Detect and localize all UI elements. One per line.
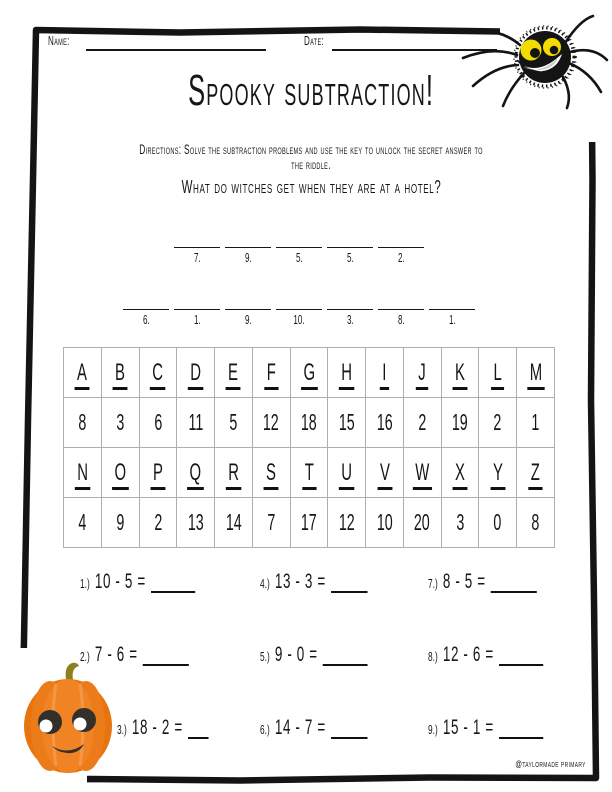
problem-expression: 12 - 6 =: [442, 643, 494, 666]
problem-item: [260, 643, 368, 708]
key-letter-cell: G: [290, 348, 328, 398]
key-value-cell: 10: [366, 498, 404, 548]
answer-blank-line[interactable]: [225, 237, 271, 248]
key-letter-cell: B: [101, 348, 139, 398]
problem-answer-line[interactable]: [188, 736, 208, 739]
answer-blank: [174, 237, 220, 265]
key-value-cell: 4: [64, 498, 102, 548]
answer-blank: [225, 237, 271, 265]
key-letter-cell: Z: [517, 448, 555, 498]
problem-number: 7.): [428, 576, 438, 591]
answer-blank-number: 6.: [142, 312, 150, 327]
problem-item: [428, 570, 543, 635]
answer-blank-line[interactable]: [429, 299, 475, 310]
name-label: Name:: [48, 33, 70, 48]
problems-grid: [80, 562, 608, 781]
problem-expression: 8 - 5 =: [442, 570, 486, 593]
key-letter-cell: F: [252, 348, 290, 398]
key-letter-row: [64, 348, 555, 398]
answer-blank-line[interactable]: [225, 299, 271, 310]
problem-expression: 13 - 3 =: [274, 570, 326, 593]
key-letter-cell: R: [215, 448, 253, 498]
key-letter-row: [64, 448, 555, 498]
key-value-cell: 9: [101, 498, 139, 548]
key-value-cell: 19: [441, 398, 479, 448]
key-letter-cell: D: [177, 348, 215, 398]
key-letter-cell: P: [139, 448, 177, 498]
problem-item: [260, 716, 368, 781]
key-value-cell: 14: [215, 498, 253, 548]
problem-expression: 18 - 2 =: [131, 716, 183, 739]
answer-blank-number: 3.: [346, 312, 354, 327]
answer-blank-line[interactable]: [378, 237, 424, 248]
riddle-question: What do witches get when they are at a hotel?: [181, 176, 441, 197]
key-value-cell: 2: [403, 398, 441, 448]
key-letter-cell: L: [479, 348, 517, 398]
key-value-cell: 17: [290, 498, 328, 548]
answer-blank: [378, 299, 424, 327]
key-value-cell: 1: [517, 398, 555, 448]
key-value-cell: 5: [215, 398, 253, 448]
key-letter-cell: Y: [479, 448, 517, 498]
problem-item: [428, 643, 543, 708]
key-value-cell: 8: [64, 398, 102, 448]
problem-answer-line[interactable]: [491, 590, 537, 593]
problem-number: 6.): [260, 722, 270, 737]
answer-blank-line[interactable]: [378, 299, 424, 310]
key-value-cell: 12: [328, 498, 366, 548]
problem-answer-line[interactable]: [143, 663, 189, 666]
key-letter-cell: N: [64, 448, 102, 498]
key-value-cell: 8: [517, 498, 555, 548]
key-letter-cell: E: [215, 348, 253, 398]
answer-blank: [327, 299, 373, 327]
key-letter-cell: I: [366, 348, 404, 398]
problem-number: 5.): [260, 649, 270, 664]
key-value-cell: 7: [252, 498, 290, 548]
answer-blank-number: 5.: [295, 250, 303, 265]
problem-item: [80, 643, 195, 708]
key-value-cell: 15: [328, 398, 366, 448]
author-credit: @taylormade primary: [515, 759, 586, 770]
key-value-cell: 18: [290, 398, 328, 448]
key-value-cell: 6: [139, 398, 177, 448]
key-value-cell: 12: [252, 398, 290, 448]
key-letter-cell: C: [139, 348, 177, 398]
problem-answer-line[interactable]: [499, 736, 543, 739]
answer-blank-line[interactable]: [123, 299, 169, 310]
problem-expression: 15 - 1 =: [442, 716, 494, 739]
problem-answer-line[interactable]: [499, 663, 543, 666]
answer-blank: [429, 299, 475, 327]
answer-blank: [378, 237, 424, 265]
key-letter-cell: S: [252, 448, 290, 498]
problem-item: [117, 716, 209, 781]
answer-blank-number: 9.: [244, 250, 252, 265]
key-letter-cell: J: [403, 348, 441, 398]
problem-answer-line[interactable]: [331, 590, 367, 593]
answer-blank-number: 7.: [193, 250, 201, 265]
key-value-cell: 2: [479, 398, 517, 448]
answer-blank-number: 2.: [397, 250, 405, 265]
problem-expression: 14 - 7 =: [274, 716, 326, 739]
answer-blank: [225, 299, 271, 327]
answer-blank-line[interactable]: [276, 299, 322, 310]
name-input-line[interactable]: [86, 36, 266, 51]
key-value-cell: 3: [101, 398, 139, 448]
directions-text: Directions: Solve the subtraction problems and use the key to unlock the secret answer to the riddle.: [139, 142, 483, 172]
key-letter-cell: U: [328, 448, 366, 498]
key-value-row: [64, 498, 555, 548]
problem-answer-line[interactable]: [331, 736, 367, 739]
answer-blank-number: 10.: [293, 312, 305, 327]
key-letter-cell: H: [328, 348, 366, 398]
key-value-cell: 20: [403, 498, 441, 548]
answer-blank-line[interactable]: [174, 237, 220, 248]
key-value-cell: 2: [139, 498, 177, 548]
page-title: Spooky subtraction!: [187, 66, 435, 115]
key-value-cell: 3: [441, 498, 479, 548]
problem-number: 2.): [80, 649, 90, 664]
problem-number: 9.): [428, 722, 438, 737]
problem-answer-line[interactable]: [323, 663, 368, 666]
problem-expression: 7 - 6 =: [94, 643, 138, 666]
key-value-cell: 16: [366, 398, 404, 448]
key-letter-cell: T: [290, 448, 328, 498]
key-letter-cell: Q: [177, 448, 215, 498]
problem-answer-line[interactable]: [151, 590, 195, 593]
answer-blank-number: 5.: [346, 250, 354, 265]
problem-expression: 9 - 0 =: [274, 643, 318, 666]
key-letter-cell: X: [441, 448, 479, 498]
key-value-cell: 13: [177, 498, 215, 548]
date-input-line[interactable]: [332, 36, 497, 51]
key-letter-cell: V: [366, 448, 404, 498]
answer-blank-number: 9.: [244, 312, 252, 327]
answer-blank-line[interactable]: [327, 299, 373, 310]
problem-number: 4.): [260, 576, 270, 591]
letter-key-table: [63, 347, 555, 548]
key-letter-cell: W: [403, 448, 441, 498]
key-letter-cell: K: [441, 348, 479, 398]
problem-number: 8.): [428, 649, 438, 664]
problem-expression: 10 - 5 =: [94, 570, 146, 593]
answer-blank: [123, 299, 169, 327]
key-value-cell: 0: [479, 498, 517, 548]
key-value-cell: 11: [177, 398, 215, 448]
answer-blank-row-1: [0, 237, 598, 265]
problem-item: [260, 570, 368, 635]
answer-blank-number: 1.: [448, 312, 456, 327]
answer-blank-line[interactable]: [174, 299, 220, 310]
problem-item: [428, 716, 543, 781]
answer-blank: [174, 299, 220, 327]
key-letter-cell: O: [101, 448, 139, 498]
key-letter-cell: A: [64, 348, 102, 398]
answer-blank: [327, 237, 373, 265]
answer-blank: [276, 299, 322, 327]
date-label: Date:: [304, 33, 325, 48]
answer-blank-number: 8.: [397, 312, 405, 327]
problem-number: 3.): [117, 722, 127, 737]
key-letter-cell: M: [517, 348, 555, 398]
answer-blank-line[interactable]: [276, 237, 322, 248]
answer-blank-line[interactable]: [327, 237, 373, 248]
answer-blank-row-2: [0, 299, 598, 327]
answer-blank-number: 1.: [193, 312, 201, 327]
problem-number: 1.): [80, 576, 90, 591]
problem-item: [80, 570, 195, 635]
answer-blank: [276, 237, 322, 265]
key-value-row: [64, 398, 555, 448]
